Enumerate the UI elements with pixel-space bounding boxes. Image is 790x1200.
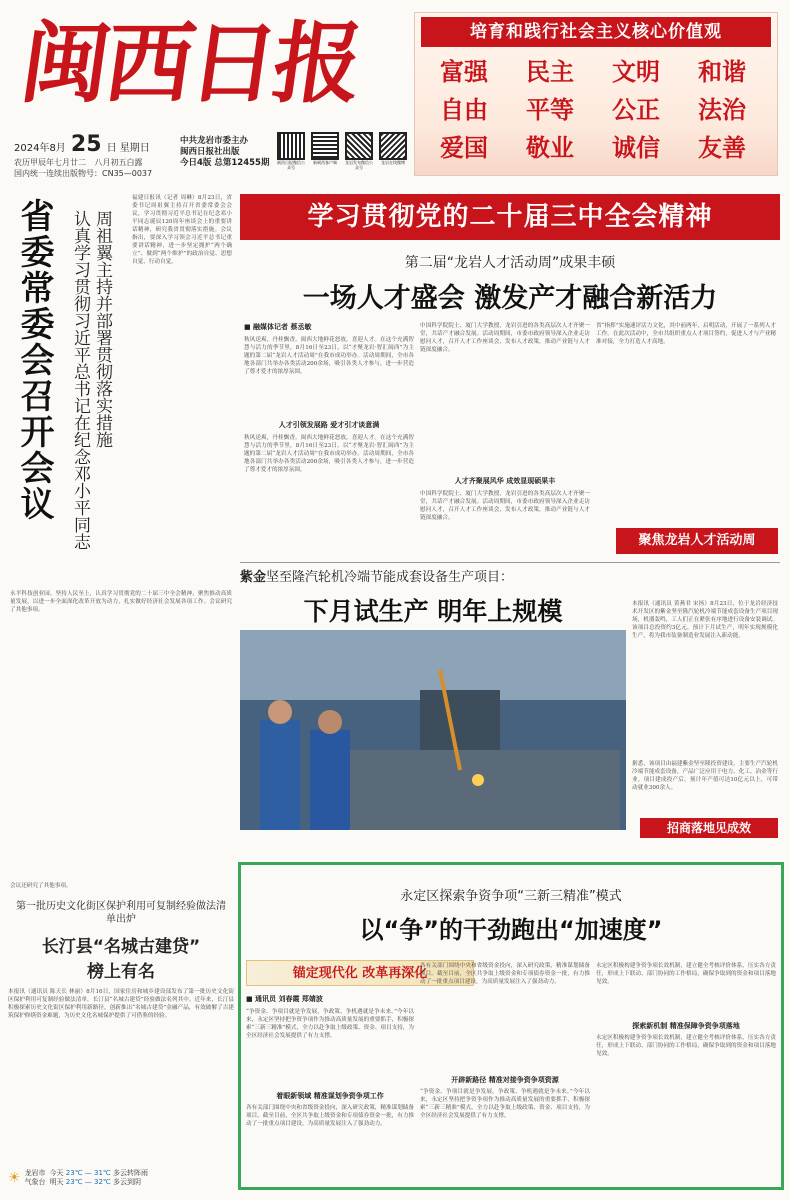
weather-today-desc: 多云转阵雨 — [113, 1169, 149, 1177]
left-article-end: 会议还研究了其他事项。 — [10, 883, 72, 889]
yongding-sub-heading-3: 探索新机制 精准保障争资争项落地 — [632, 1021, 740, 1030]
talent-col-1 — [244, 322, 414, 562]
yongding-col-3 — [596, 962, 776, 1184]
theme-banner-text: 学习贯彻党的二十届三中全会精神 — [307, 202, 713, 232]
talent-caption: 聚焦龙岩人才活动周 — [616, 528, 778, 554]
yongding-col-2-text-b: “争资金、争项目就是争发展，争政策、争机遇就是争未来。”今年以来，永定区坚持把争资争项作为推动高质量发展的重要抓手，积极探索“三新三精准”模式，全力以赴争取上级政策、资金、项目支持，为全区经济社会发展提供了有力支撑。 — [420, 1089, 590, 1119]
weather-today-temp: 23℃ — 31℃ — [65, 1169, 111, 1177]
yongding-col-2 — [420, 962, 590, 1184]
core-value-word: 平等 — [526, 96, 574, 124]
talent-col-3 — [596, 322, 776, 522]
talent-col-3-text: 省“指挥”实施速评活力文化，其中前两年，启明活动，开展了一系列人才工作。在此次活动中，全市共组织重点人才项目签约，促进人才与产业精准对接，全力打造人才高地。 — [596, 323, 776, 345]
talent-sub-heading-1: 人才引领发展路 爱才引才谈意满 — [278, 420, 380, 429]
history-title-2: 榜上有名 — [87, 962, 155, 982]
qr-label: 闽西日报微信公众号 — [277, 160, 305, 170]
talent-col-1-text-b: 秋风送爽，丹桂飘香。闽西大地鲜花怒放，喜迎人才。在这个充满智慧与活力的季节里，8月16日至23日，以“才聚龙岩·智汇闽西”为主题的第二届“龙岩人才活动周”在我市成功举办。活动周期间，全市各地各部门共举办各类活动200余场，吸引各类人才参与，进一步营造了尊才爱才的浓厚氛围。 — [244, 435, 414, 473]
core-values-row — [425, 91, 777, 129]
qr-label: 龙岩在线微博 — [381, 160, 405, 165]
left-bottom-body: 永平科技创业园。坚持人民至上，认真学习贯彻党的二十届三中全会精神，聚焦推动高质量发展，以进一步全面深化改革开放为动力，扎实做好经济社会发展各项工作。会议研究了其他事项。 — [10, 591, 232, 613]
cn-number: 国内统一连续出版物号：CN35—0037 — [14, 169, 153, 178]
weather-note — [8, 1192, 234, 1200]
talent-col-2-text-b: 中国科学院院士、厦门大学教授，龙岩引进的各类高层次人才齐聚一堂，共话产才融合发展。活动周期间，市委市政府领导深入企业走访慰问人才，召开人才工作座谈会，发布人才政策，推动产业链与人才链深度融合。 — [420, 491, 590, 521]
yongding-sub-heading-2: 开辟新路径 精准对接争资争项资源 — [451, 1075, 559, 1084]
qr-code-icon — [277, 132, 305, 160]
history-kicker: 第一批历史文化街区保护利用可复制经验做法清单出炉 — [16, 901, 226, 925]
qr-item — [310, 132, 340, 170]
core-values-box — [414, 12, 778, 176]
weather-tomorrow-label: 明天 — [49, 1178, 64, 1186]
factory-body-2: 据悉，该项目由福建紫金坚至隆投资建设，主要生产汽轮机冷端节能成套设备，产品广泛应用于电力、化工、冶金等行业。项目建成投产后，预计年产值可达10亿元以上，可带动就业300余人。 — [632, 761, 778, 791]
left-article-body: 福建日报讯（记者 周琳）8月23日，省委书记周祖翼主持召开省委常委会会议，学习贯彻习近平总书记在纪念邓小平同志诞辰120周年座谈会上的重要讲话精神，研究我省贯彻落实措施。会议指出，要深入学习领会习近平总书记重要讲话精神，进一步坚定拥护“两个确立”、做到“两个维护”的政治自觉、思想自觉、行动自觉。 — [132, 195, 232, 265]
core-value-word: 敬业 — [526, 134, 574, 162]
factory-body: 本报讯（通讯员 黄燕君 宋扬）8月23日，位于龙岩经济技术开发区的紫金坚至隆汽轮机冷端节能成套设备生产项目现场，机器轰鸣，工人们正在紧张有序地进行设备安装调试。该项目总投资约3亿元，预计下月试生产，明年实现规模化生产，将为我市装备制造业发展注入新动能。 — [632, 601, 778, 639]
publisher-block — [180, 136, 269, 169]
factory-caption: 招商落地见成效 — [640, 818, 778, 838]
qr-item — [344, 132, 374, 170]
talent-kicker: 第二届“龙岩人才活动周”成果丰硕 — [404, 255, 616, 271]
factory-photo — [240, 630, 626, 830]
weather-strip — [8, 1163, 234, 1193]
weather-city-label: 气象台 — [24, 1178, 46, 1186]
talent-col-2 — [420, 322, 590, 562]
lunar-date: 农历甲辰年七月廿二 — [14, 158, 86, 167]
left-sub-title-2: 认真学习贯彻习近平总书记在纪念邓小平同志 — [70, 210, 90, 550]
talent-sub-heading-2: 人才齐聚展风华 成效显现硕果丰 — [454, 476, 556, 485]
solar-term: 八月初五白露 — [94, 158, 143, 167]
core-value-word: 自由 — [440, 96, 488, 124]
core-value-word: 爱国 — [440, 134, 488, 162]
weather-today — [50, 1169, 148, 1178]
core-values-grid — [415, 53, 777, 167]
core-value-word: 文明 — [612, 58, 660, 86]
qr-label: 龙岩发布微信公众号 — [345, 160, 373, 170]
core-values-row — [425, 53, 777, 91]
theme-banner — [240, 194, 780, 240]
weather-tomorrow-desc: 多云到阴 — [113, 1178, 142, 1186]
yongding-col-1-text-b: 各有关部门围绕中央和省级资金投向，深入研究政策，精准谋划储备项目。截至目前，全区共争取上级资金和专项债券资金一批，有力推动了一批重点项目建设，为高质量发展注入了强劲动力。 — [246, 1105, 414, 1127]
talent-col-1-text: 秋风送爽，丹桂飘香。闽西大地鲜花怒放，喜迎人才。在这个充满智慧与活力的季节里，8月16日至23日，以“才聚龙岩·智汇闽西”为主题的第二届“龙岩人才活动周”在我市成功举办。活动周期间，全市各地各部门共举办各类活动200余场，吸引各类人才参与，进一步营造了尊才爱才的浓厚氛围。 — [244, 337, 414, 375]
core-value-word: 富强 — [440, 58, 488, 86]
yongding-col-3-text: 永定区积极构建争资争项长效机制，建立健全考核评价体系，压实各方责任，形成上下联动、部门协同的工作格局，确保争取到的资金和项目落地见效。 — [596, 963, 776, 985]
yongding-kicker: 永定区探索争资争项“三新三精准”模式 — [400, 889, 622, 904]
yongding-col-3-text-b: 永定区积极构建争资争项长效机制，建立健全考核评价体系，压实各方责任，形成上下联动、部门协同的工作格局，确保争取到的资金和项目落地见效。 — [596, 1035, 776, 1057]
weather-today-label: 今天 — [49, 1169, 64, 1177]
core-value-word: 和谐 — [698, 58, 746, 86]
factory-kicker — [240, 566, 780, 585]
left-main-title: 省委常委会召开会议 — [14, 198, 54, 522]
factory-title: 下月试生产 明年上规模 — [303, 597, 563, 626]
yongding-sub-heading-1: 着眼新领域 精准谋划争资争项工作 — [276, 1091, 384, 1100]
date-year: 2024年8月 — [14, 143, 66, 154]
core-value-word: 民主 — [526, 58, 574, 86]
talent-byline: ■ 融媒体记者 蔡丞敏 — [244, 322, 312, 331]
factory-kicker-bold: 紫金 — [240, 570, 267, 585]
qr-code-icon — [379, 132, 407, 160]
factory-kicker-text: 坚至隆汽轮机冷端节能成套设备生产项目： — [266, 570, 514, 585]
weather-days — [50, 1169, 148, 1187]
history-title: 长汀县“名城古建贷” — [41, 937, 201, 957]
yongding-col-1-text: “争资金、争项目就是争发展，争政策、争机遇就是争未来。”今年以来，永定区坚持把争资争项作为推动高质量发展的重要抓手，积极探索“三新三精准”模式，全力以赴争取上级政策、资金、项目支持，为全区经济社会发展提供了有力支撑。 — [246, 1009, 414, 1039]
qr-code-icon — [311, 132, 339, 160]
sponsor: 中共龙岩市委主办 — [180, 136, 249, 146]
publisher: 闽西日报社出版 — [180, 147, 240, 157]
qr-label: 新闽西客户端 — [313, 160, 337, 165]
qr-item — [378, 132, 408, 170]
history-body: 本报讯（通讯员 陈天长 林丽）8月16日，国家住房和城乡建设部发布了第一批历史文化街区保护利用可复制经验做法清单，长汀县“名城古建贷”经验做法名列其中。近年来，长汀县积极探索历史文化街区保护利用新路径，创新推出“名城古建贷”金融产品，有效破解了古建筑保护修缮资金难题，为历史文化名城保护提供了可借鉴的经验。 — [8, 989, 234, 1019]
masthead — [14, 8, 404, 178]
core-values-row — [425, 129, 777, 167]
weather-city-name: 龙岩市 — [24, 1169, 46, 1177]
lunar-line — [14, 157, 143, 168]
core-value-word: 法治 — [698, 96, 746, 124]
talent-col-2-text: 中国科学院院士、厦门大学教授，龙岩引进的各类高层次人才齐聚一堂，共话产才融合发展。活动周期间，市委市政府领导深入企业走访慰问人才，召开人才工作座谈会，发布人才政策，推动产业链与人才链深度融合。 — [420, 323, 590, 353]
core-value-word: 诚信 — [612, 134, 660, 162]
left-sub-title-1: 周祖翼主持并部署贯彻落实措施 — [92, 210, 112, 448]
weather-city — [25, 1169, 46, 1187]
yongding-col-1 — [246, 994, 414, 1184]
pages-info: 今日4版 总第12455期 — [180, 158, 270, 168]
weather-sun-icon: ☀ — [8, 1170, 21, 1186]
reform-tag-text: 锚定现代化 改革再深化 — [292, 966, 428, 981]
newspaper-title: 闽西日报 — [14, 11, 366, 115]
qr-item — [276, 132, 306, 170]
yongding-byline: ■ 通讯员 刘春霞 郑婧波 — [246, 994, 323, 1003]
yongding-col-2-text: 各有关部门围绕中央和省级资金投向，深入研究政策，精准谋划储备项目。截至目前，全区共争取上级资金和专项债券资金一批，有力推动了一批重点项目建设，为高质量发展注入了强劲动力。 — [420, 963, 590, 985]
core-value-word: 公正 — [612, 96, 660, 124]
qr-codes — [276, 132, 408, 170]
left-article — [8, 190, 234, 585]
history-article — [8, 900, 234, 1160]
date-day: 25 — [70, 132, 102, 157]
divider — [240, 562, 780, 563]
core-value-word: 友善 — [698, 134, 746, 162]
weather-tomorrow — [50, 1178, 148, 1187]
yongding-title: 以“争”的干劲跑出“加速度” — [359, 916, 663, 944]
factory-photo-scene — [240, 630, 626, 830]
core-values-heading: 培育和践行社会主义核心价值观 — [421, 17, 771, 47]
qr-code-icon — [345, 132, 373, 160]
talent-title: 一场人才盛会 激发产才融合新活力 — [302, 283, 718, 314]
date-weekday: 日 星期日 — [106, 143, 150, 154]
weather-tomorrow-temp: 23℃ — 32℃ — [65, 1178, 111, 1186]
